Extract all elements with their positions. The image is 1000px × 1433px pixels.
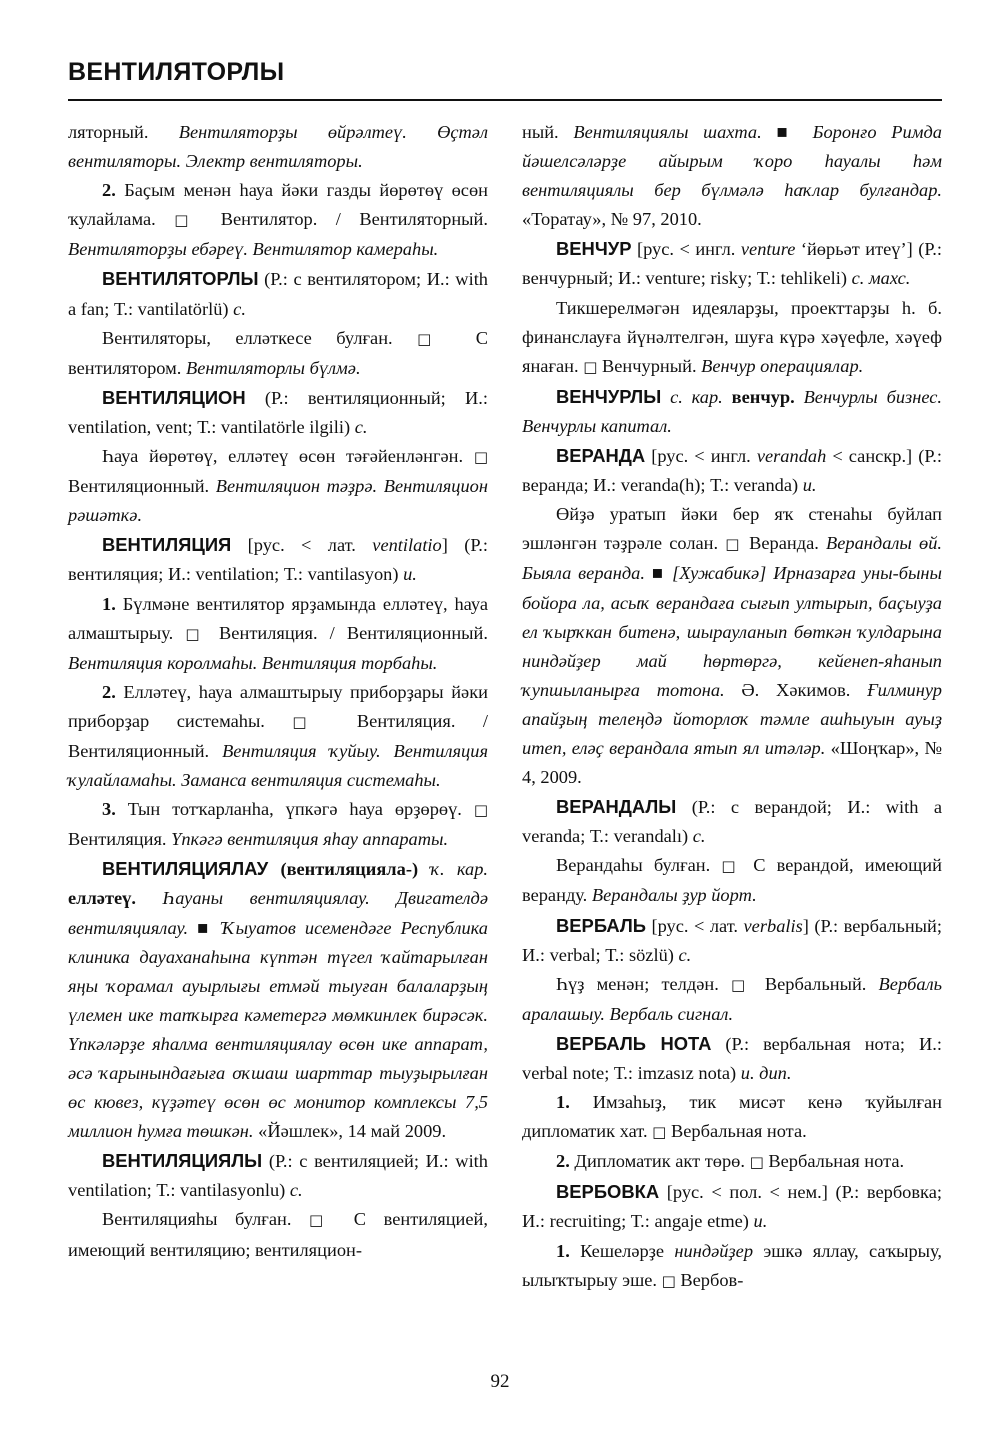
right-column <box>522 118 942 1296</box>
entry-headword-paragraph: ВЕРБОВКА [рус. < пол. < нем.] (Р.: вербовка; И.: recruiting; Т.: angaje etme) и. <box>522 1181 942 1232</box>
left-column <box>68 118 488 1265</box>
entry-paragraph: 1. Кешеләрҙе ниндәйҙер эшкә яллау, саҡырыу, ылыҡтырыу эше. □ Вербов- <box>522 1240 942 1290</box>
entry-paragraph: Верандаһы булған. □ С верандой, имеющий веранду. Верандалы ҙур йорт. <box>522 855 942 906</box>
entry-paragraph: 2. Дипломатик акт төрө. □ Вербальная нота. <box>556 1151 905 1172</box>
entry-paragraph: 2. Елләтеү, һауа алмаштырыу приборҙары йәки приборҙар системаһы. □ Вентиляция. / Вентиляционный. Вентиляция ҡуйыу. Вентиляция ҡулайламаһы. Заманса вентиляция системаһы. <box>68 681 488 791</box>
entry-headword-paragraph: ВЕНТИЛЯЦИЯЛЫ (Р.: с вентиляцией; И.: with ventilation; Т.: vantilasyonlu) с. <box>68 1150 488 1201</box>
entry-headword-paragraph: ВЕНТИЛЯЦИОН (Р.: вентиляционный; И.: ventilation, vent; Т.: vantilatörle ilgili) с. <box>68 386 488 437</box>
entry-headword-paragraph: ВЕНЧУР [рус. < ингл. venture ‘йөрьәт итеү’] (Р.: венчурный; И.: venture; risky; Т.: tehlikeli) с. махс. <box>522 238 942 289</box>
entry-paragraph: ный. Вентиляциялы шахта. ■ Боронғо Римда йәшелсәләрҙе айырым ҡоро һауалы һәм вентиляциялы бер бүлмәлә һаҡлар булғандар. «Торатау», № 97, 2010. <box>522 122 942 230</box>
entry-paragraph: 2. Баҫым менән һауа йәки газды йөрөтөү өсөн ҡулайлама. □ Вентилятор. / Вентиляторный. Вентиляторҙы ебәреү. Вентилятор камераһы. <box>68 180 488 260</box>
entry-headword-paragraph: ВЕНЧУРЛЫ с. кар. венчур. Венчурлы бизнес. Венчурлы капитал. <box>522 385 943 436</box>
entry-headword-paragraph: ВЕНТИЛЯЦИЯЛАУ (вентиляцияла-) ҡ. кар. елләтеү. Һауаны вентиляциялау. Двигателдә вентиляциялау. ■ Ҡыуатов исемендәге Республика клиника дауаханаһына күптән түгел ҡайтарылған яңы ҡорамал ауырлығы етмәй тыуған балаларҙың үлемен ике тапҡырға кәметергә мөмкинлек бирәсәк. Үпкәләрҙе яһалма вентиляциялау өсөн ике аппарат, әсә ҡарынындағыға оҡшаш шарттар тыуҙырылған өс кювез, күҙәтеү өсөн өс монитор комплексы 7,5 миллион һумға төшкән. «Йәшлек», 14 май 2009. <box>68 858 488 1142</box>
entry-headword-paragraph: ВЕРАНДАЛЫ (Р.: с верандой; И.: with a veranda; Т.: verandalı) с. <box>522 796 942 847</box>
entry-paragraph: Тикшерелмәгән идеяларҙы, проекттарҙы һ. б. финанслауға йүнәлтелгән, шуға күрә хәүефле, хәүеф янаған. □ Венчурный. Венчур операциялар. <box>522 297 942 376</box>
entry-paragraph: Һүҙ менән; телдән. □ Вербальный. Вербаль аралашыу. Вербаль сигнал. <box>522 973 942 1024</box>
entry-paragraph: 3. Тын тотҡарланһа, үпкәгә һауа өрҙөрөү. □ Вентиляция. Үпкәгә вентиляция яһау аппараты. <box>68 799 488 850</box>
running-head: ВЕНТИЛЯТОРЛЫ <box>68 58 285 86</box>
entry-paragraph: 1. Бүлмәне вентилятор ярҙамында елләтеү, һауа алмаштырыу. □ Вентиляция. / Вентиляционный. Вентиляция королмаһы. Вентиляция торбаһы. <box>68 593 488 673</box>
entry-paragraph: ляторный. Вентиляторҙы өйрәлтеү. Өҫтәл вентиляторы. Электр вентиляторы. <box>68 122 488 172</box>
header-rule <box>68 99 942 101</box>
entry-headword-paragraph: ВЕРБАЛЬ НОТА (Р.: вербальная нота; И.: verbal note; Т.: imzasız nota) и. дип. <box>522 1032 942 1083</box>
entry-paragraph: Вентиляторы, елләткесе булған. □ С вентилятором. Вентиляторлы бүлмә. <box>68 327 488 378</box>
entry-headword-paragraph: ВЕРАНДА [рус. < ингл. verandah < санскр.] (Р.: веранда; И.: veranda(h); Т.: veranda) и. <box>522 445 942 496</box>
entry-paragraph: 1. Имзаһыҙ, тик мисәт кенә ҡуйылған дипломатик хат. □ Вербальная нота. <box>522 1092 942 1142</box>
entry-headword-paragraph: ВЕНТИЛЯЦИЯ [рус. < лат. ventilatio] (Р.: вентиляция; И.: ventilation; Т.: vantilasyon) и. <box>68 534 489 585</box>
page-number: 92 <box>490 1371 510 1392</box>
entry-paragraph: Вентиляцияһы булған. □ С вентиляцией, имеющий вентиляцию; вентиляцион- <box>68 1209 488 1260</box>
entry-headword-paragraph: ВЕНТИЛЯТОРЛЫ (Р.: с вентилятором; И.: with a fan; Т.: vantilatörlü) с. <box>68 268 488 319</box>
entry-headword-paragraph: ВЕРБАЛЬ [рус. < лат. verbalis] (Р.: вербальный; И.: verbal; Т.: sözlü) с. <box>522 914 942 965</box>
entry-paragraph: Һауа йөрөтөү, елләтеү өсөн тәғәйенләнгән. □ Вентиляционный. Вентиляцион тәҙрә. Вентиляцион рәшәткә. <box>68 446 488 526</box>
entry-paragraph: Өйҙә уратып йәки бер яҡ стенаһы буйлап эшләнгән тәҙрәле солан. □ Веранда. Верандалы өй. Быяла веранда. ■ [Хужабикә] Ирназарға уны-быны бойора ла, асыҡ верандаға сығып ултырып, баҫыуҙа ел ҡырҡкан битенә, шырауланып бөткән ҡулдарына ниндәйҙер май һөртөргә, кейенеп-яһанып ҡупшыланырға тотона. Ә. Хәкимов. Ғилминур апайҙың телеңдә йоторлоҡ тәмле ашһыуын ауыҙ итеп, еләҫ верандала ятып ял итәләр. «Шоңҡар», № 4, 2009. <box>522 504 942 788</box>
